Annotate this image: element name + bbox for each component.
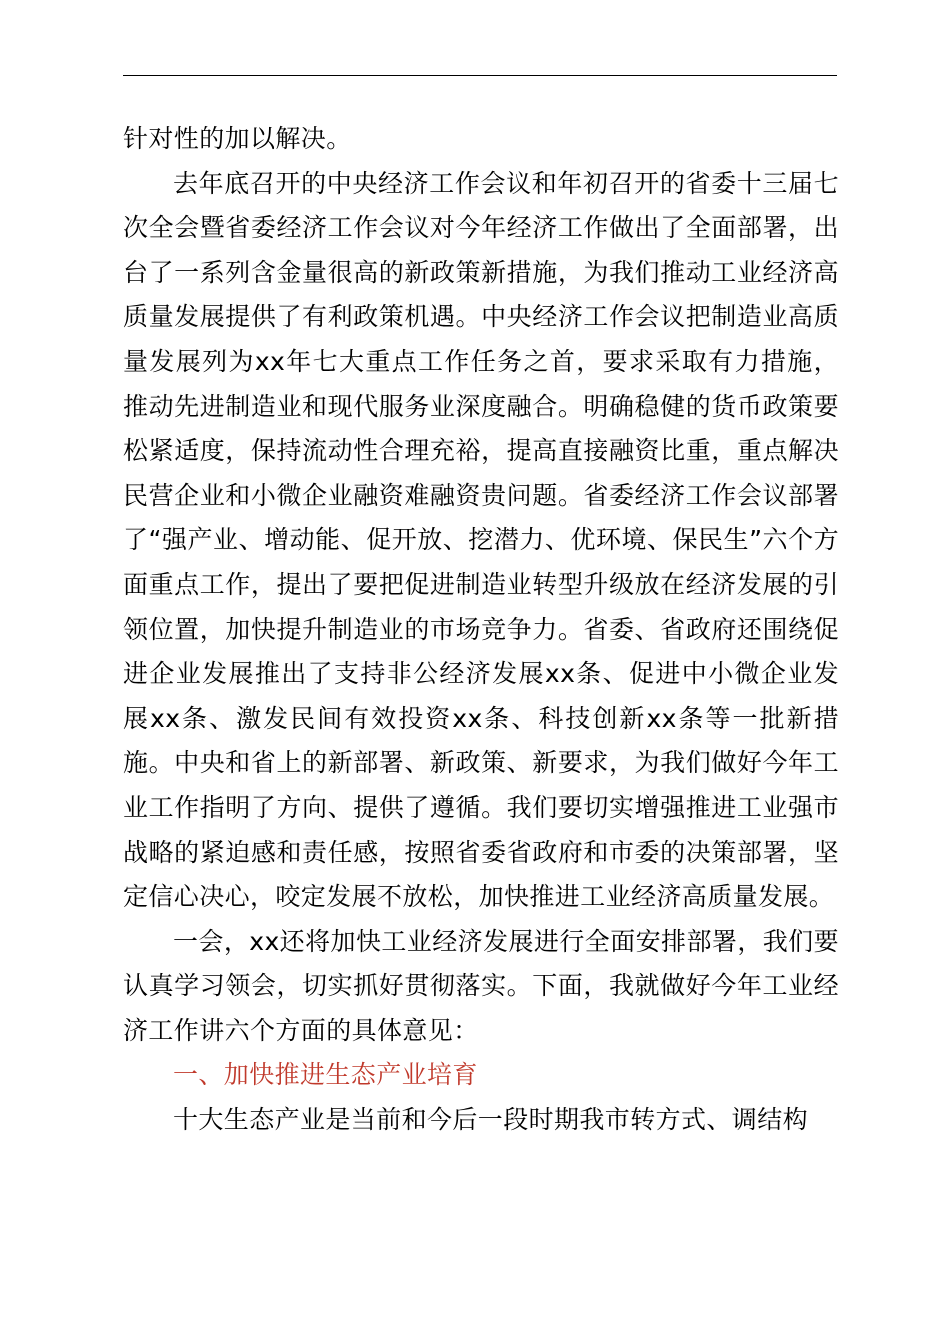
paragraph-policy-background: 去年底召开的中央经济工作会议和年初召开的省委十三届七次全会暨省委经济工作会议对今年经济工作做出了全面部署，出台了一系列含金量很高的新政策新措施，为我们推动工业经济高质量发展提供了有利政策机遇。中央经济工作会议把制造业高质量发展列为xx年七大重点工作任务之首，要求采取有力措施，推动先进制造业和现代服务业深度融合。明确稳健的货币政策要松紧适度，保持流动性合理充裕，提高直接融资比重，重点解决民营企业和小微企业融资难融资贵问题。省委经济工作会议部署了“强产业、增动能、促开放、挖潜力、优环境、保民生”六个方面重点工作，提出了要把促进制造业转型升级放在经济发展的引领位置，加快提升制造业的市场竞争力。省委、省政府还围绕促进企业发展推出了支持非公经济发展xx条、促进中小微企业发展xx条、激发民间有效投资xx条、科技创新xx条等一批新措施。中央和省上的新部署、新政策、新要求，为我们做好今年工业工作指明了方向、提供了遵循。我们要切实增强推进工业强市战略的紧迫感和责任感，按照省委省政府和市委的决策部署，坚定信心决心，咬定发展不放松，加快推进工业经济高质量发展。	[123, 168, 839, 912]
header-rule	[123, 75, 837, 76]
section-heading: 一、加快推进生态产业培育	[173, 1060, 478, 1090]
paragraph-continuation: 针对性的加以解决。	[123, 124, 352, 153]
body-text	[123, 117, 839, 1143]
paragraph-introduction: 一会，xx还将加快工业经济发展进行全面安排部署，我们要认真学习领会，切实抓好贯彻落实。下面，我就做好今年工业经济工作讲六个方面的具体意见：	[123, 926, 839, 1045]
paragraph-section-start: 十大生态产业是当前和今后一段时期我市转方式、调结构	[173, 1105, 809, 1135]
